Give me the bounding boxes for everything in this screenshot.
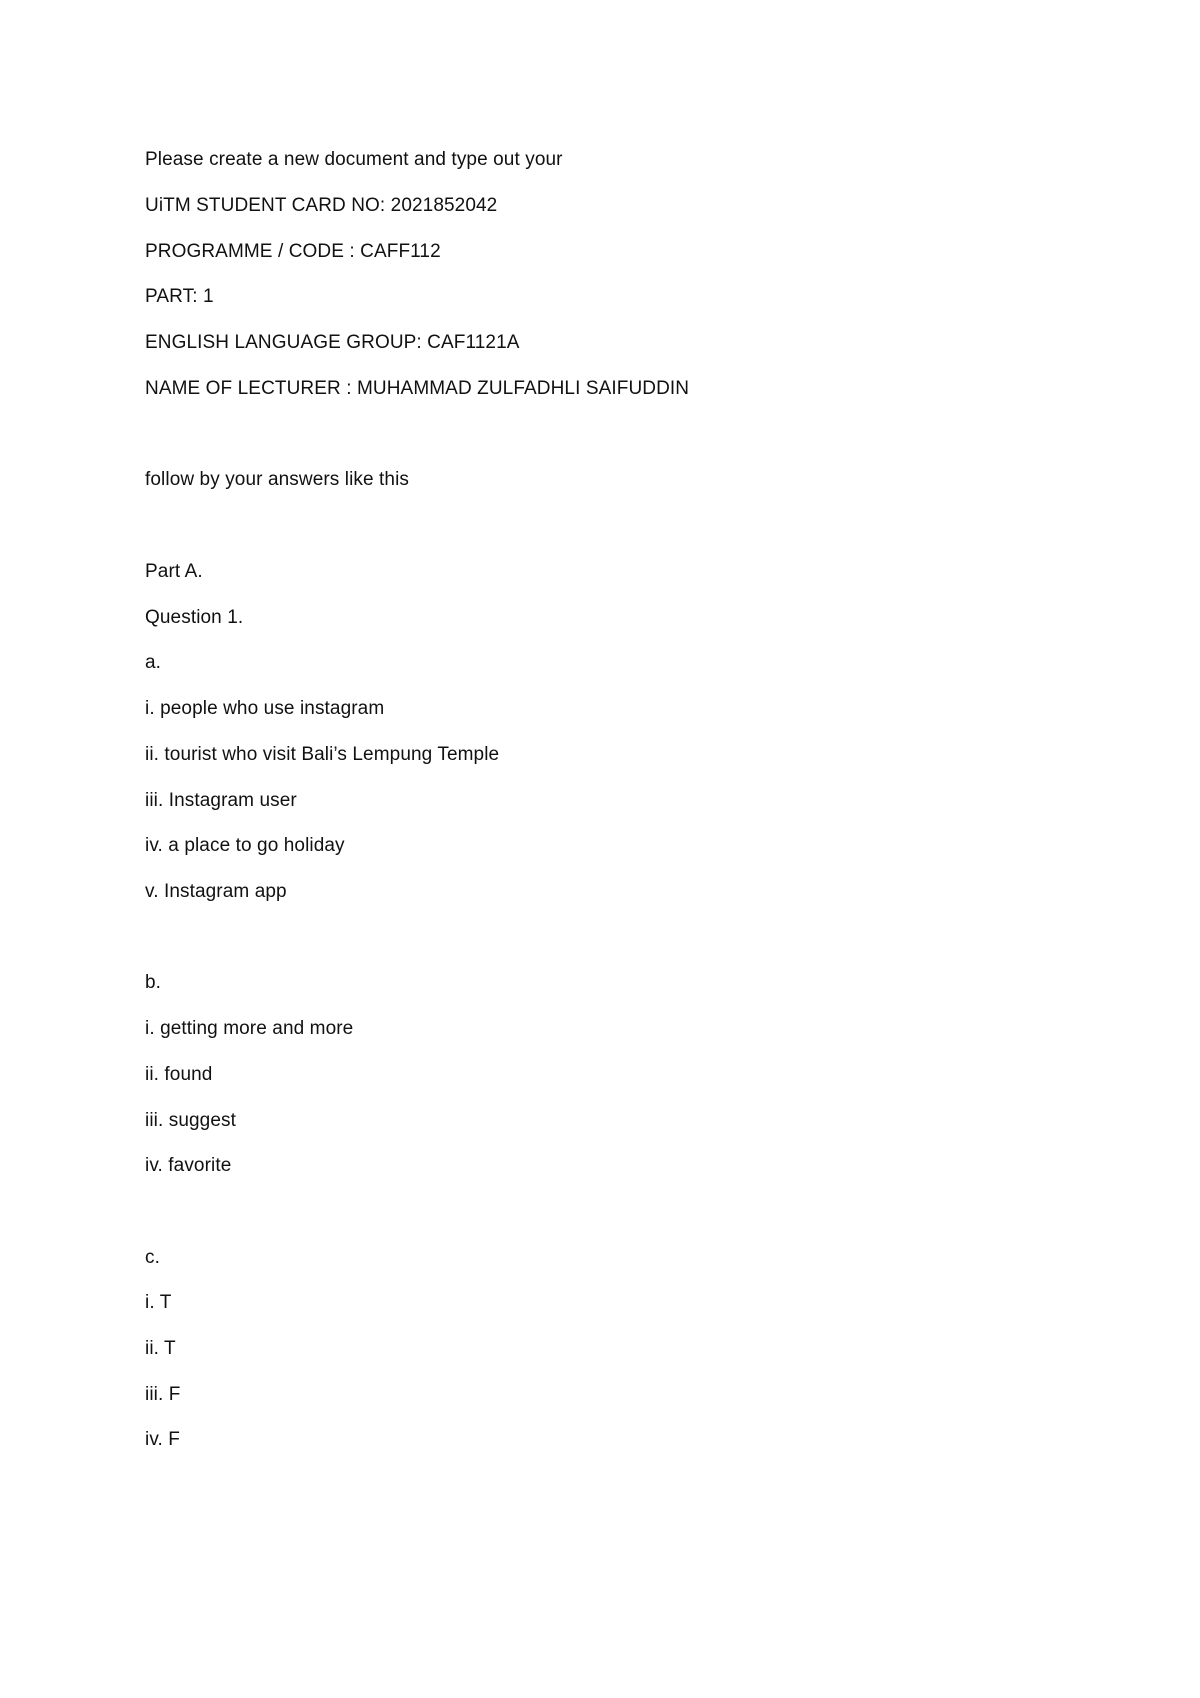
- answer-line: v. Instagram app: [145, 881, 287, 902]
- lecturer-line: NAME OF LECTURER : MUHAMMAD ZULFADHLI SAIFUDDIN: [145, 378, 690, 399]
- section-a-label: a.: [145, 652, 162, 673]
- answer-line: i. T: [145, 1292, 172, 1313]
- group-line: ENGLISH LANGUAGE GROUP: CAF1121A: [145, 332, 520, 353]
- answer-line: ii. tourist who visit Bali’s Lempung Temple: [145, 744, 500, 765]
- answer-line: iv. favorite: [145, 1155, 232, 1176]
- section-b-label: b.: [145, 972, 162, 993]
- intro-text: Please create a new document and type out your: [145, 149, 563, 170]
- student-card-line: UiTM STUDENT CARD NO: 2021852042: [145, 195, 498, 216]
- answer-line: ii. T: [145, 1338, 176, 1359]
- part-line: PART: 1: [145, 286, 214, 307]
- section-c-label: c.: [145, 1247, 160, 1268]
- answer-line: i. getting more and more: [145, 1018, 354, 1039]
- programme-line: PROGRAMME / CODE : CAFF112: [145, 241, 441, 262]
- part-heading: Part A.: [145, 561, 203, 582]
- answer-line: iv. F: [145, 1429, 180, 1450]
- answer-line: iii. Instagram user: [145, 790, 297, 811]
- follow-text: follow by your answers like this: [145, 469, 410, 490]
- answer-line: iii. suggest: [145, 1110, 236, 1131]
- question-heading: Question 1.: [145, 607, 244, 628]
- answer-line: ii. found: [145, 1064, 213, 1085]
- answer-line: iii. F: [145, 1384, 181, 1405]
- answer-line: iv. a place to go holiday: [145, 835, 345, 856]
- answer-line: i. people who use instagram: [145, 698, 385, 719]
